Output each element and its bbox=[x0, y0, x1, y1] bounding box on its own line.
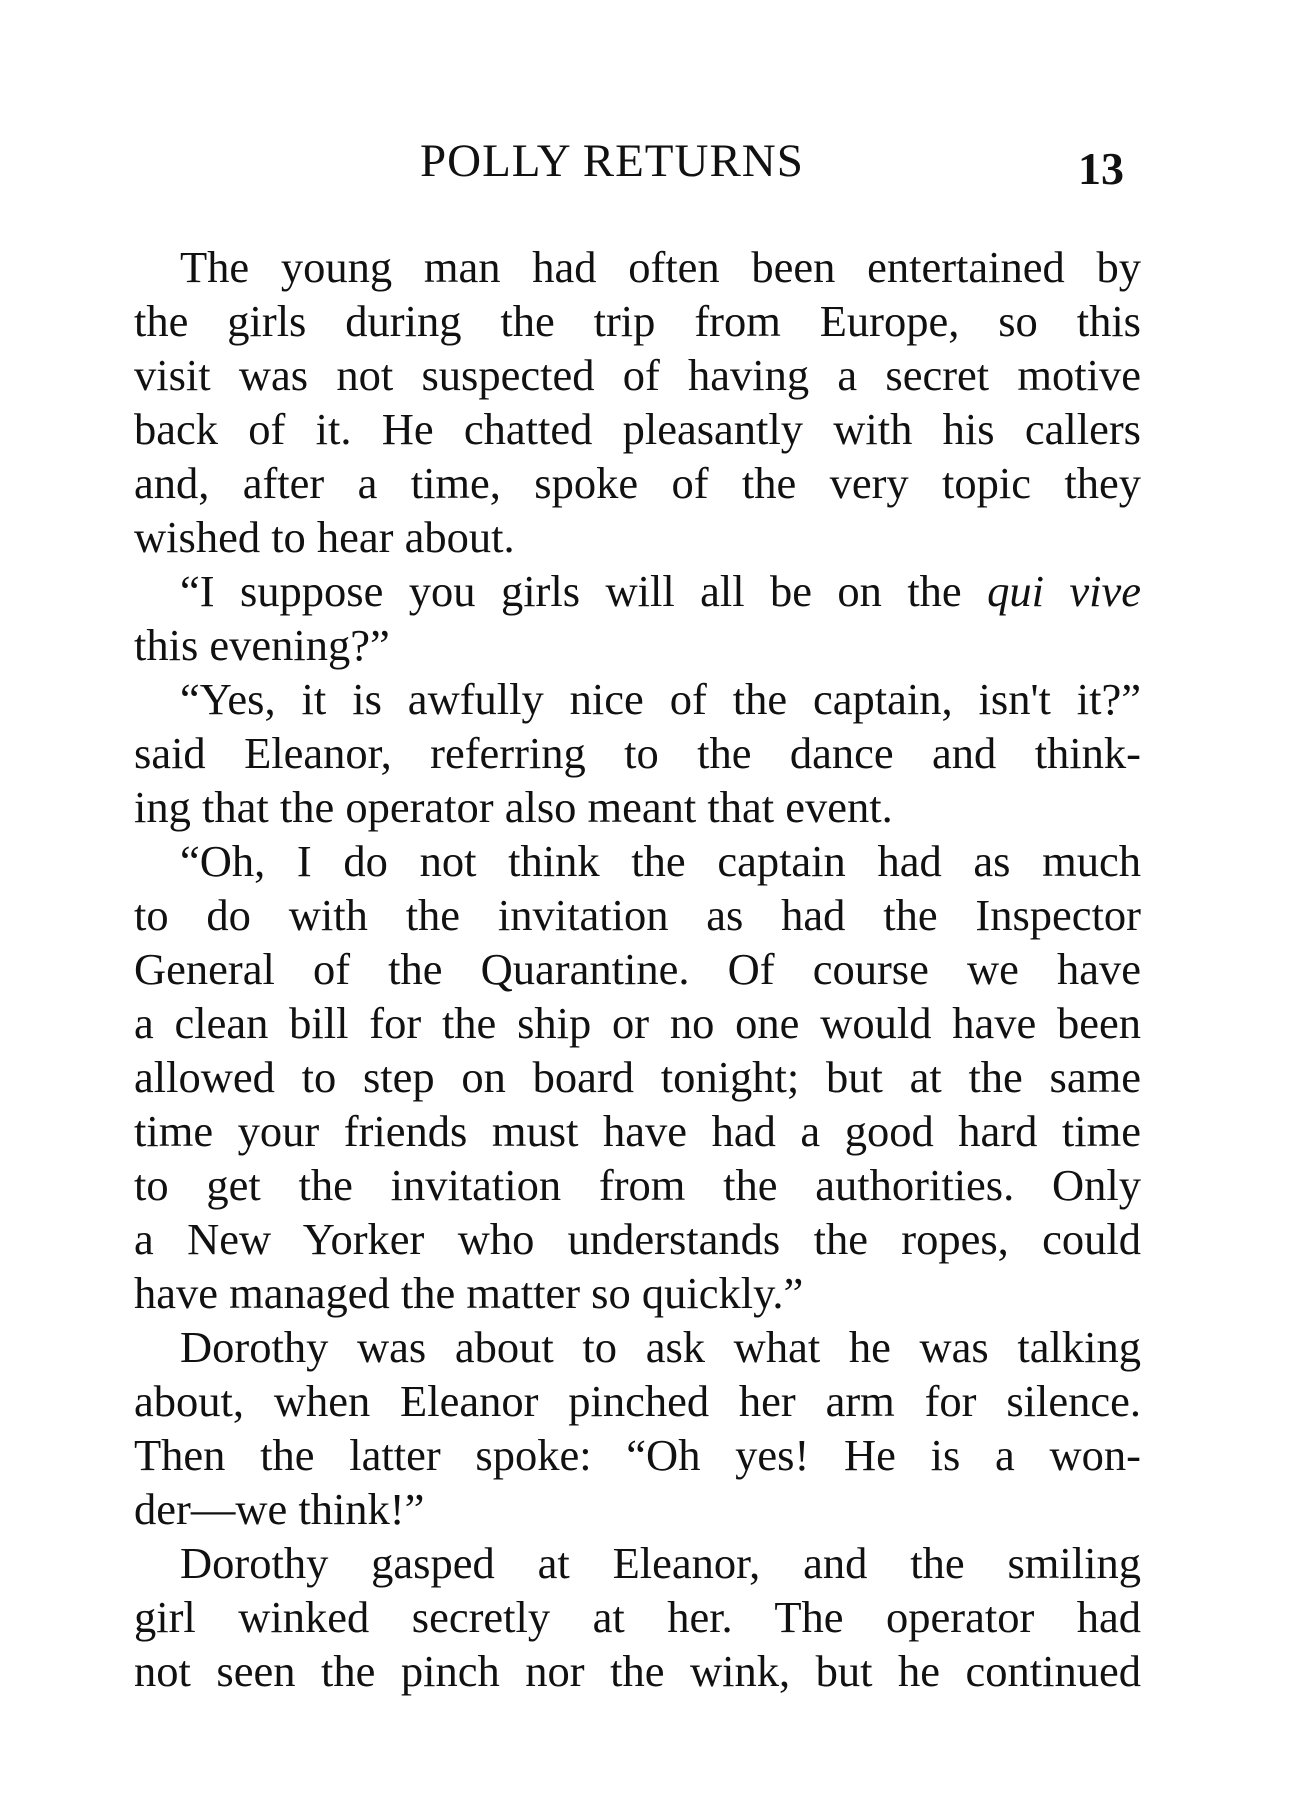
text-line: “Oh, I do not think the captain had as much bbox=[180, 836, 1141, 886]
text-line: to get the invitation from the authorities. Only bbox=[134, 1160, 1141, 1210]
body-text bbox=[134, 240, 1141, 1698]
text-line: time your friends must have had a good hard time bbox=[134, 1106, 1141, 1156]
text-line: a New Yorker who understands the ropes, could bbox=[134, 1214, 1141, 1264]
text-line: allowed to step on board tonight; but at the same bbox=[134, 1052, 1141, 1102]
text-line: said Eleanor, referring to the dance and think- bbox=[134, 728, 1141, 778]
text-line: The young man had often been entertained by bbox=[180, 242, 1141, 292]
text-line: back of it. He chatted pleasantly with his callers bbox=[134, 404, 1141, 454]
text-line: to do with the invitation as had the Inspector bbox=[134, 890, 1141, 940]
text-line: have managed the matter so quickly.” bbox=[134, 1268, 804, 1318]
text-line: visit was not suspected of having a secret motive bbox=[134, 350, 1141, 400]
text-line: “Yes, it is awfully nice of the captain, isn't it?” bbox=[180, 674, 1141, 724]
text-line: the girls during the trip from Europe, so this bbox=[134, 296, 1141, 346]
text-line: wished to hear about. bbox=[134, 512, 515, 562]
running-title: POLLY RETURNS bbox=[420, 135, 804, 187]
text-line: not seen the pinch nor the wink, but he continued bbox=[134, 1646, 1141, 1696]
text-line: Dorothy was about to ask what he was talking bbox=[180, 1322, 1141, 1372]
text-line: Then the latter spoke: “Oh yes! He is a won- bbox=[134, 1430, 1141, 1480]
text-line: General of the Quarantine. Of course we have bbox=[134, 944, 1141, 994]
text-line: this evening?” bbox=[134, 620, 390, 670]
text-line: a clean bill for the ship or no one would have been bbox=[134, 998, 1141, 1048]
text-line: and, after a time, spoke of the very topic they bbox=[134, 458, 1141, 508]
text-line: about, when Eleanor pinched her arm for silence. bbox=[134, 1376, 1141, 1426]
italic-phrase: qui vive bbox=[987, 566, 1141, 616]
text-line bbox=[134, 564, 1141, 618]
text-line: girl winked secretly at her. The operator had bbox=[134, 1592, 1141, 1642]
text-line-part: “I suppose you girls will all be on the bbox=[180, 566, 988, 616]
text-line: Dorothy gasped at Eleanor, and the smiling bbox=[180, 1538, 1141, 1588]
text-line: der—we think!” bbox=[134, 1484, 425, 1534]
text-line: ing that the operator also meant that event. bbox=[134, 782, 893, 832]
page-number: 13 bbox=[1078, 143, 1124, 194]
